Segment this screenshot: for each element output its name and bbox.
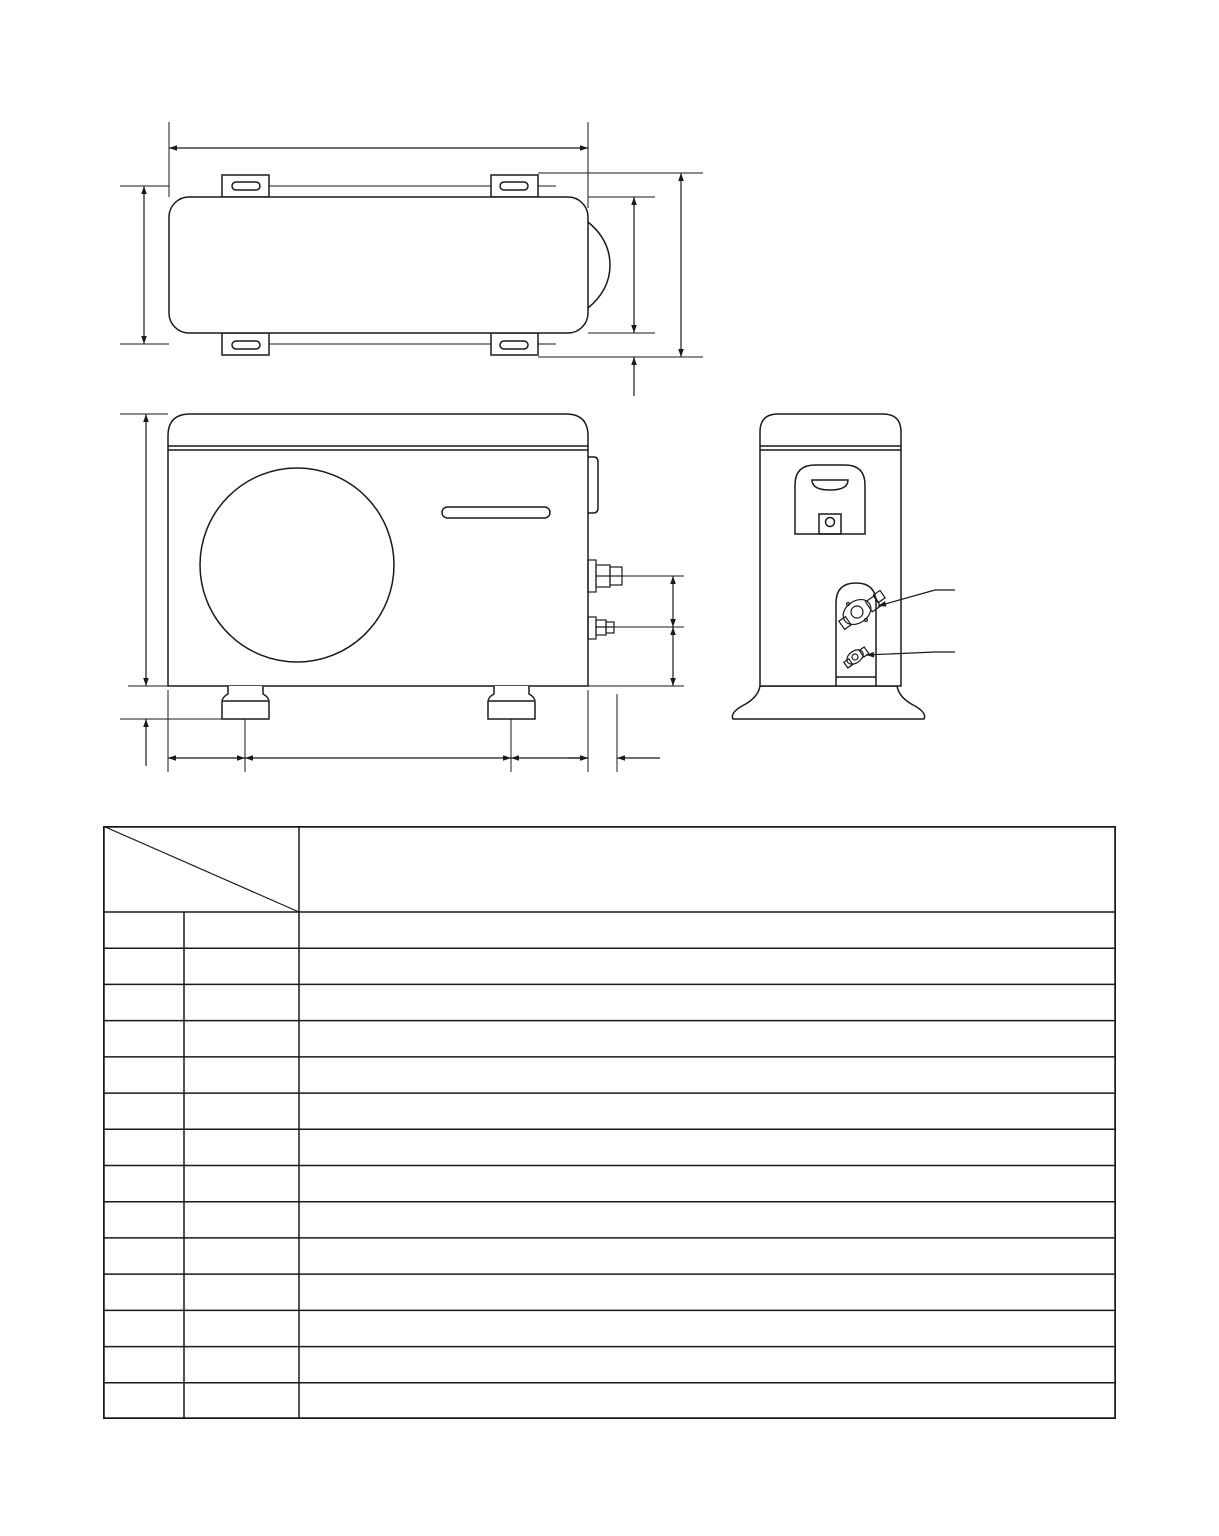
front-view (120, 414, 684, 772)
top-slot (232, 182, 260, 190)
top-slot (232, 341, 260, 349)
top-body (169, 197, 588, 333)
side-handle (588, 457, 598, 513)
gas-valve (588, 560, 622, 592)
side-body (760, 414, 901, 686)
side-base-stand (732, 686, 924, 719)
fan-guard-bump (588, 222, 610, 308)
top-foot-bl (222, 333, 269, 355)
front-foot-left (222, 686, 269, 719)
top-foot-tl (222, 175, 269, 197)
specification-table (103, 826, 1116, 1419)
front-foot-right (488, 686, 535, 719)
front-body (168, 414, 588, 686)
side-view (732, 414, 955, 719)
top-slot (500, 341, 528, 349)
top-foot-br (491, 333, 538, 355)
top-view (120, 122, 703, 396)
top-foot-tr (491, 175, 538, 197)
liquid-valve (588, 617, 614, 639)
top-slot (500, 182, 528, 190)
table-header-diagonal (103, 826, 299, 912)
